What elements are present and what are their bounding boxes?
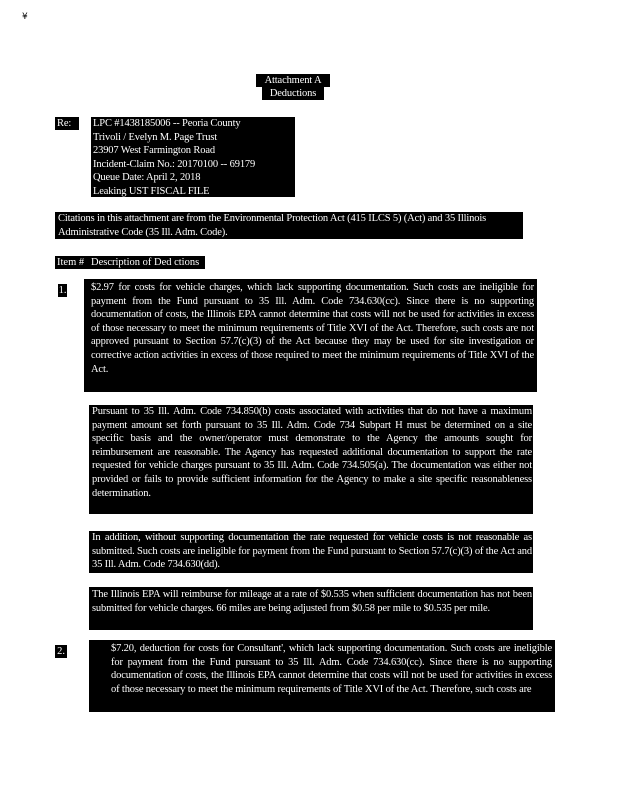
re-line-address: 23907 West Farmington Road (93, 145, 215, 157)
attachment-title: Attachment A (256, 74, 330, 87)
re-line-queue-date: Queue Date: April 2, 2018 (93, 172, 201, 184)
table-header-item: Item # (55, 256, 89, 269)
re-line-file: Leaking UST FISCAL FILE (93, 185, 210, 197)
re-line-lpc: LPC #1438185006 -- Peoria County (93, 118, 241, 129)
item-1-paragraph-4: The Illinois EPA will reimburse for mileage at a rate of $0.535 when sufficient documentation has not been submitted for vehicle charges. 66 miles are being adjusted from $0.58 per mile to $0.535 per mile. (89, 587, 533, 630)
item-1-paragraph-1: $2.97 for costs for vehicle charges, which lack supporting documentation. Such costs are ineligible for payment from the Fund pursuant to 35 Ill. Adm. Code 734.630(cc). Since there is no supporting documentation of costs, the Illinois EPA cannot determine that costs will not be used for activities in excess of those necessary to meet the minimum requirements of Title XVI of the Act. Therefore, such costs are not approved pursuant to Section 57.7(c)(3) of the Act because they may be used for site investigation or corrective action activities in excess of those required to meet the minimum requirements of Title XVI of the Act. (84, 279, 537, 392)
re-label: Re: (55, 117, 79, 130)
citations-paragraph: Citations in this attachment are from the Environmental Protection Act (415 ILCS 5) (Act) and 35 Illinois Administrative Code (35 Ill. Adm. Code). (55, 212, 523, 239)
table-header-description: Description of Ded ctions (89, 256, 205, 269)
item-1-number: 1. (58, 285, 67, 296)
re-line-trust: Trivoli / Evelyn M. Page Trust (93, 131, 218, 143)
item-1-paragraph-3: In addition, without supporting documentation the rate requested for vehicle costs is not reasonable as submitted. Such costs are ineligible for payment from the Fund pursuant to Section 57.7(c)(3) of the Act and 35 Ill. Adm. Code 734.630(dd). (89, 531, 533, 573)
item-1-paragraph-2: Pursuant to 35 Ill. Adm. Code 734.850(b) costs associated with activities that do not have a maximum payment amount set forth pursuant to 35 Ill. Adm. Code 734 Subpart H must be determined on a site specific basis and the owner/operator must demonstrate to the Agency the amounts sought for reimbursement are reasonable. The Agency has requested additional documentation to support the rate requested for vehicle charges pursuant to 35 Ill. Adm. Code 734.505(a). The documentation was either not provided or fails to provide sufficient information for the Agency to make a site specific reasonableness determination. (89, 405, 533, 514)
re-details (91, 117, 295, 197)
item-2-paragraph-1: $7.20, deduction for costs for Consultant', which lack supporting documentation. Such costs are ineligible for payment from the Fund pursuant to 35 Ill. Adm. Code 734.630(cc). Since there is no supporting documentation of costs, the Illinois EPA cannot determine that costs will not be used for activities in excess of those necessary to meet the minimum requirements of Title XVI of the Act. Therefore, such costs are (89, 640, 555, 712)
item-2-number: 2. (55, 645, 67, 658)
attachment-subtitle: Deductions (262, 87, 324, 100)
corner-mark: ¥ (22, 12, 28, 22)
re-line-incident: Incident-Claim No.: 20170100 -- 69179 (93, 158, 256, 170)
